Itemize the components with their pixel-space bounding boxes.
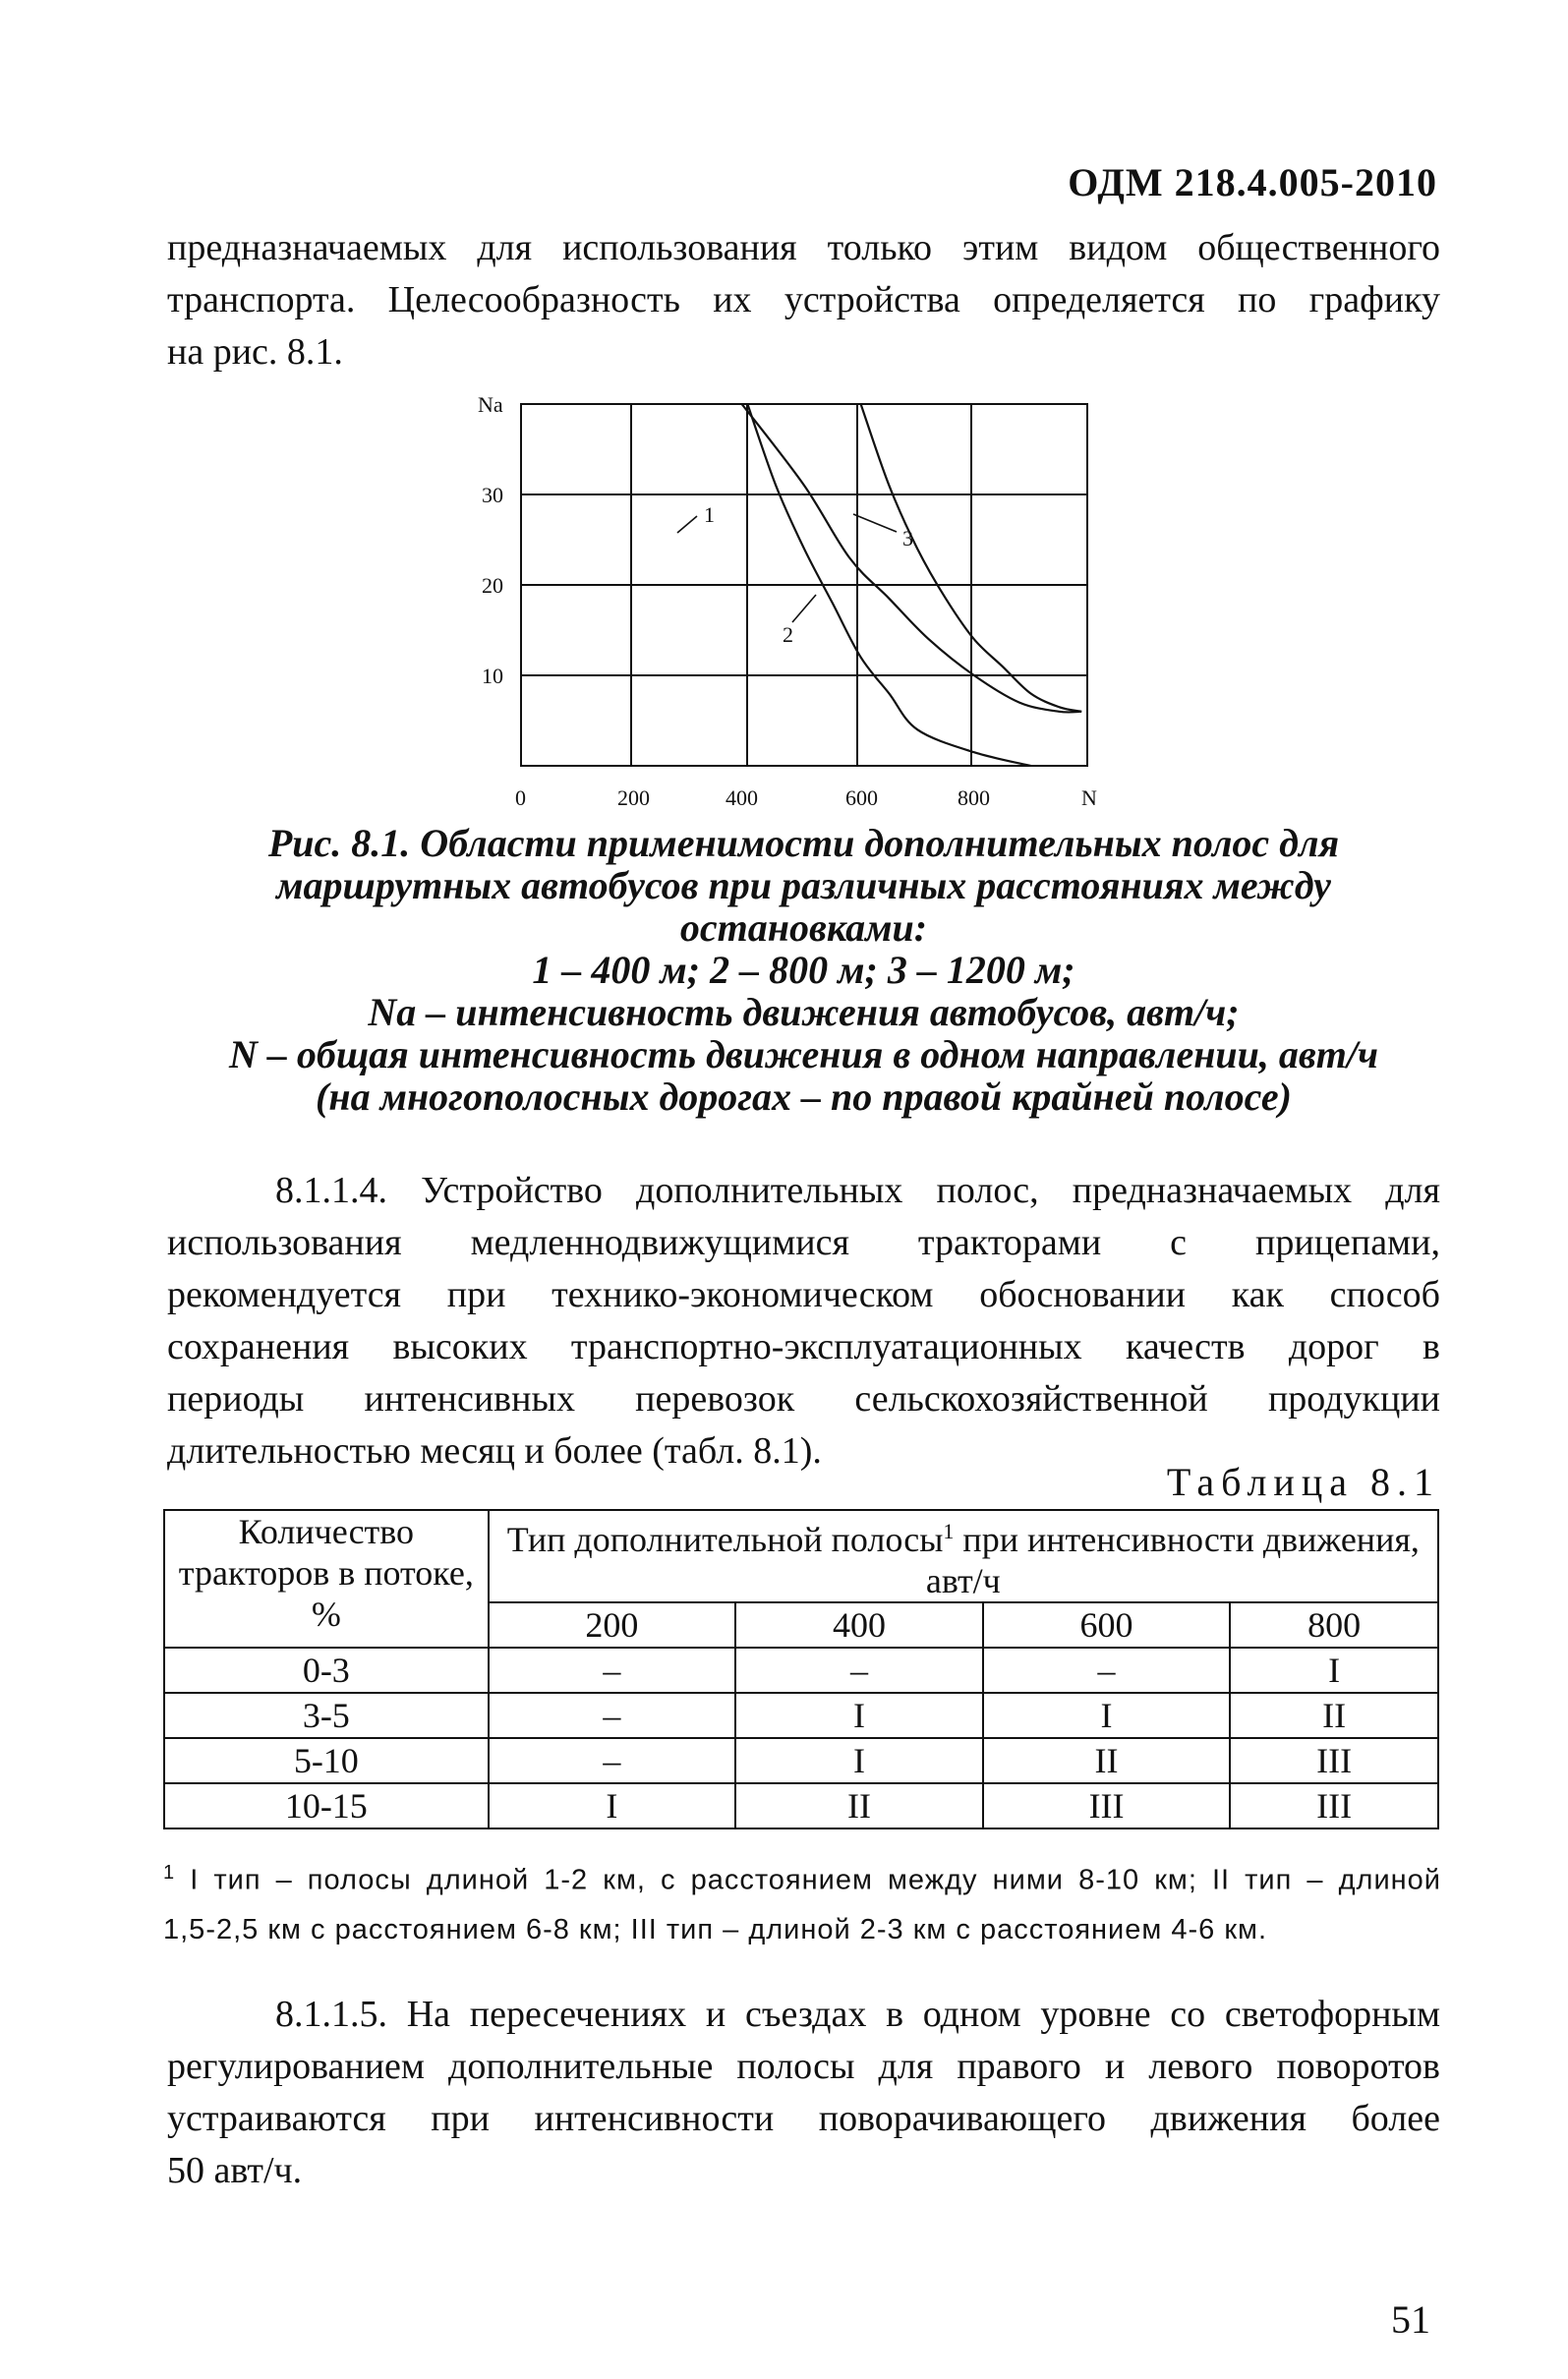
lane-type-label: Тип дополнительной полосы — [506, 1520, 944, 1559]
y-axis-label: Na — [478, 392, 503, 417]
footnote-line — [163, 1848, 1441, 1905]
table-cell: II — [735, 1783, 983, 1828]
paragraph-line: предназначаемых для использования только этим видом общественного — [167, 227, 1440, 268]
paragraph-8-1-1-5 — [167, 1989, 1440, 2197]
x-tick-label: 600 — [845, 785, 878, 810]
table-cell: 10-15 — [164, 1783, 489, 1828]
intensity-header: 400 — [735, 1602, 983, 1648]
paragraph-8-1-1-4 — [167, 1165, 1440, 1478]
page-number: 51 — [1391, 2297, 1430, 2342]
table-row — [164, 1783, 1438, 1828]
table-cell: 3-5 — [164, 1693, 489, 1738]
footnote-text: I тип – полосы длиной 1-2 км, с расстоянием между ними 8-10 км; II тип – длиной — [175, 1864, 1441, 1896]
x-tick-label: 200 — [617, 785, 650, 810]
paragraph-line: на рис. 8.1. — [167, 331, 343, 373]
table-cell: 0-3 — [164, 1648, 489, 1693]
paragraph-line: 50 авт/ч. — [167, 2150, 303, 2191]
paragraph-line: длительностью месяц и более (табл. 8.1). — [167, 1430, 822, 1472]
table-cell: – — [983, 1648, 1231, 1693]
curve-label-leaders — [677, 514, 897, 622]
table-row — [164, 1648, 1438, 1693]
figure-caption — [167, 822, 1440, 1118]
paragraph-line: устраиваются при интенсивности поворачивающего движения более — [167, 2098, 1440, 2139]
table-8-1 — [163, 1509, 1439, 1829]
y-tick-label: 30 — [482, 483, 503, 507]
caption-line: маршрутных автобусов при различных расстояниях между — [276, 863, 1331, 907]
y-tick-label: 20 — [482, 573, 503, 598]
footnote-mark: 1 — [163, 1862, 176, 1884]
y-tick-label: 10 — [482, 664, 503, 688]
caption-line: остановками: — [679, 905, 928, 950]
table-cell: I — [489, 1783, 736, 1828]
caption-line: Nа – интенсивность движения автобусов, авт/ч; — [368, 990, 1240, 1034]
paragraph-line: 8.1.1.4. Устройство дополнительных полос, предназначаемых для — [275, 1170, 1440, 1211]
chart-grid — [521, 404, 1087, 766]
table-cell: – — [489, 1738, 736, 1783]
x-tick-label: 400 — [726, 785, 758, 810]
intensity-header: 800 — [1230, 1602, 1438, 1648]
curve-label-3: 3 — [902, 526, 913, 551]
document-code: ОДМ 218.4.005-2010 — [1068, 160, 1437, 204]
table-cell: II — [1230, 1693, 1438, 1738]
curve-label-2: 2 — [783, 622, 793, 647]
paragraph-line: транспорта. Целесообразность их устройства определяется по графику — [167, 279, 1440, 320]
leader-line-2 — [792, 595, 816, 622]
footnote-line: 1,5-2,5 км с расстоянием 6-8 км; III тип – длиной 2-3 км с расстоянием 4-6 км. — [163, 1913, 1268, 1945]
table-caption: Таблица 8.1 — [1166, 1460, 1440, 1504]
table-row — [164, 1738, 1438, 1783]
paragraph-line: рекомендуется при технико-экономическом обосновании как способ — [167, 1274, 1440, 1315]
caption-line: N – общая интенсивность движения в одном направлении, авт/ч — [228, 1032, 1378, 1076]
table-cell: III — [1230, 1783, 1438, 1828]
paragraph-intro — [167, 222, 1440, 378]
curve-label-1: 1 — [704, 502, 715, 527]
leader-line-3 — [853, 514, 897, 532]
col-header-tractors: Количество тракторов в потоке, % — [164, 1510, 489, 1648]
x-tick-label: 800 — [958, 785, 990, 810]
intensity-header: 600 — [983, 1602, 1231, 1648]
table-row — [164, 1693, 1438, 1738]
paragraph-line: периоды интенсивных перевозок сельскохозяйственной продукции — [167, 1378, 1440, 1420]
table-cell: – — [489, 1648, 736, 1693]
figure-8-1-chart — [452, 388, 1121, 821]
paragraph-line: регулированием дополнительные полосы для правого и левого поворотов — [167, 2046, 1440, 2087]
intensity-header: 200 — [489, 1602, 736, 1648]
paragraph-line: сохранения высоких транспортно-эксплуатационных качеств дорог в — [167, 1326, 1440, 1367]
footnote — [163, 1848, 1441, 1954]
series-line-2 — [742, 404, 1082, 712]
table-cell: I — [983, 1693, 1231, 1738]
paragraph-line: использования медленнодвижущимися тракторами с прицепами, — [167, 1222, 1440, 1263]
leader-line-1 — [677, 516, 697, 533]
caption-line: Рис. 8.1. Области применимости дополнительных полос для — [267, 821, 1340, 865]
caption-line: (на многополосных дорогах – по правой крайней полосе) — [316, 1074, 1292, 1119]
paragraph-line: 8.1.1.5. На пересечениях и съездах в одном уровне со светофорным — [275, 1994, 1440, 2035]
col-header-lane-type — [489, 1510, 1438, 1602]
table-cell: I — [735, 1693, 983, 1738]
x-axis-label: N — [1081, 785, 1097, 810]
table-cell: I — [1230, 1648, 1438, 1693]
table-cell: I — [735, 1738, 983, 1783]
lane-type-label-tail: при интенсивности движения, авт/ч — [925, 1520, 1420, 1600]
caption-line: 1 – 400 м; 2 – 800 м; 3 – 1200 м; — [532, 948, 1075, 992]
table-cell: III — [983, 1783, 1231, 1828]
table-cell: – — [735, 1648, 983, 1693]
x-tick-label: 0 — [515, 785, 526, 810]
footnote-ref: 1 — [943, 1519, 955, 1543]
table-cell: II — [983, 1738, 1231, 1783]
table-cell: 5-10 — [164, 1738, 489, 1783]
table-cell: III — [1230, 1738, 1438, 1783]
table-cell: – — [489, 1693, 736, 1738]
